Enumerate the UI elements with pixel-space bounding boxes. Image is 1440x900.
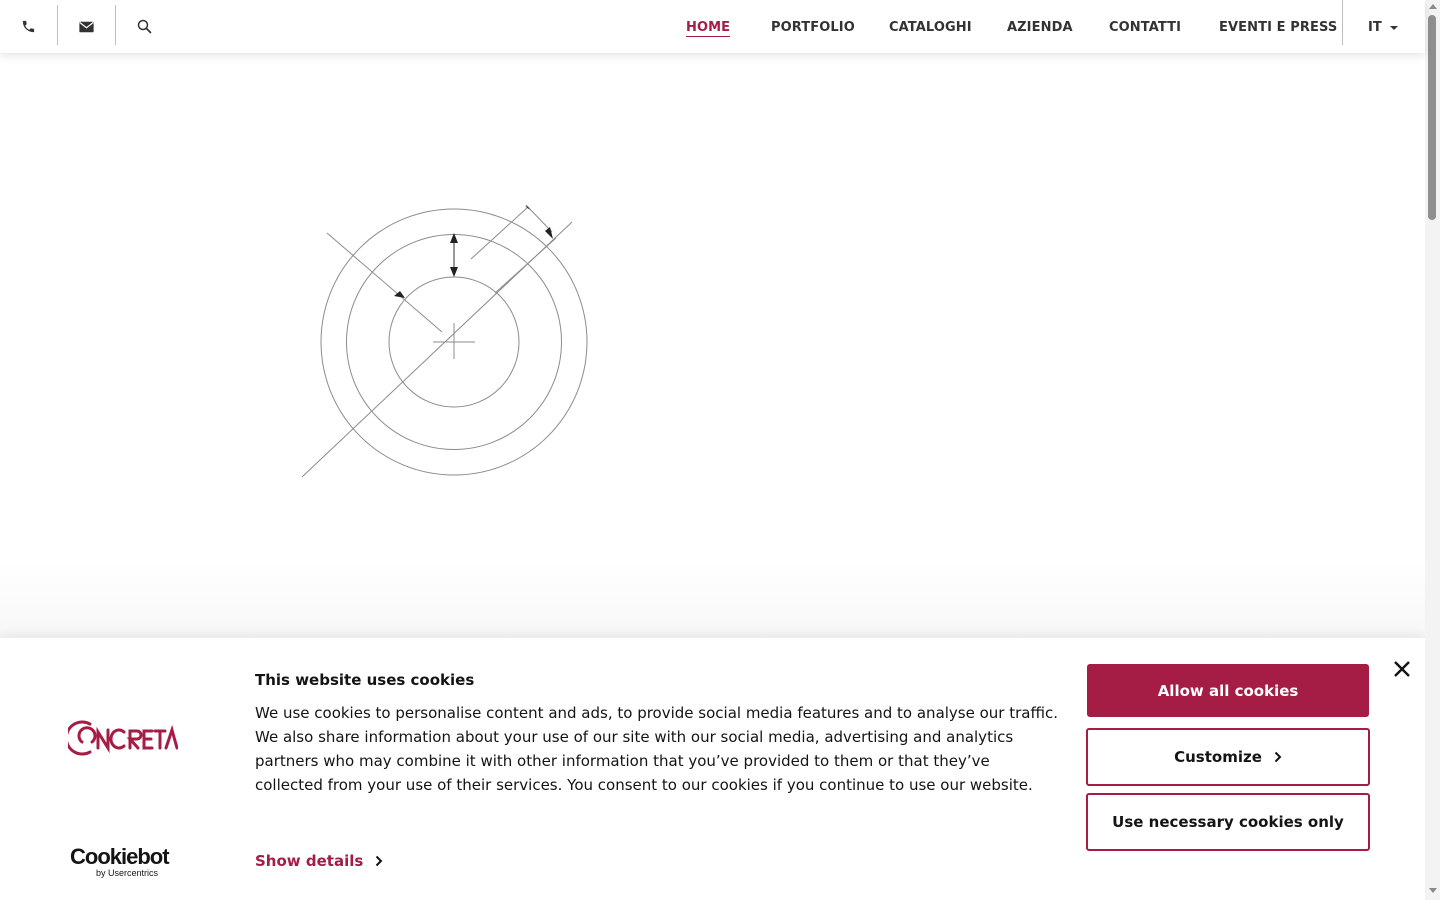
top-navigation-bar	[0, 0, 1425, 53]
use-necessary-cookies-button[interactable]: Use necessary cookies only	[1086, 793, 1370, 851]
cookie-consent-banner	[0, 637, 1425, 900]
nav-item-cataloghi[interactable]: CATALOGHI	[889, 20, 972, 35]
nav-item-contatti[interactable]: CONTATTI	[1109, 20, 1182, 35]
customize-label: Customize	[1174, 748, 1262, 766]
page-scrollbar[interactable]	[1425, 0, 1440, 900]
chevron-down-icon	[1390, 26, 1398, 30]
provider-sub: by Usercentrics	[96, 868, 159, 878]
scroll-down-arrow-icon[interactable]	[1429, 888, 1437, 893]
customize-button[interactable]	[1086, 728, 1370, 786]
cookie-title: This website uses cookies	[255, 671, 475, 689]
scrollbar-thumb[interactable]	[1428, 15, 1436, 220]
nav-item-eventi-e-press[interactable]: EVENTI E PRESS	[1219, 20, 1338, 35]
divider	[1342, 0, 1343, 45]
nav-item-azienda[interactable]: AZIENDA	[1007, 20, 1073, 35]
close-icon[interactable]	[1392, 659, 1412, 679]
allow-all-cookies-button[interactable]: Allow all cookies	[1087, 664, 1369, 717]
show-details-label: Show details	[255, 852, 364, 870]
concreta-logo	[68, 718, 178, 758]
mail-icon[interactable]	[58, 0, 115, 53]
show-details-link[interactable]	[255, 852, 383, 870]
scroll-up-arrow-icon[interactable]	[1429, 4, 1437, 9]
cookiebot-logo	[70, 846, 180, 878]
nav-item-portfolio[interactable]: PORTFOLIO	[771, 20, 855, 35]
language-selector[interactable]	[1368, 20, 1398, 35]
phone-icon[interactable]	[0, 0, 57, 53]
technical-drawing-illustration	[290, 195, 610, 495]
provider-name: Cookiebot	[70, 844, 169, 869]
search-icon[interactable]	[116, 0, 173, 53]
chevron-right-icon	[375, 855, 383, 867]
nav-item-home[interactable]: HOME	[686, 20, 731, 35]
chevron-right-icon	[1274, 751, 1282, 763]
cookie-body-text: We use cookies to personalise content and ads, to provide social media features and to analyse our traffic. We also share information about your use of our site with our social media, advertising and analytics partners who may combine it with other information that you’ve provided to them or that they’ve collected from your use of their services. You consent to our cookies if you continue to use our website.	[255, 704, 1058, 794]
page-fade-band	[0, 560, 1425, 637]
language-label: IT	[1368, 20, 1382, 35]
